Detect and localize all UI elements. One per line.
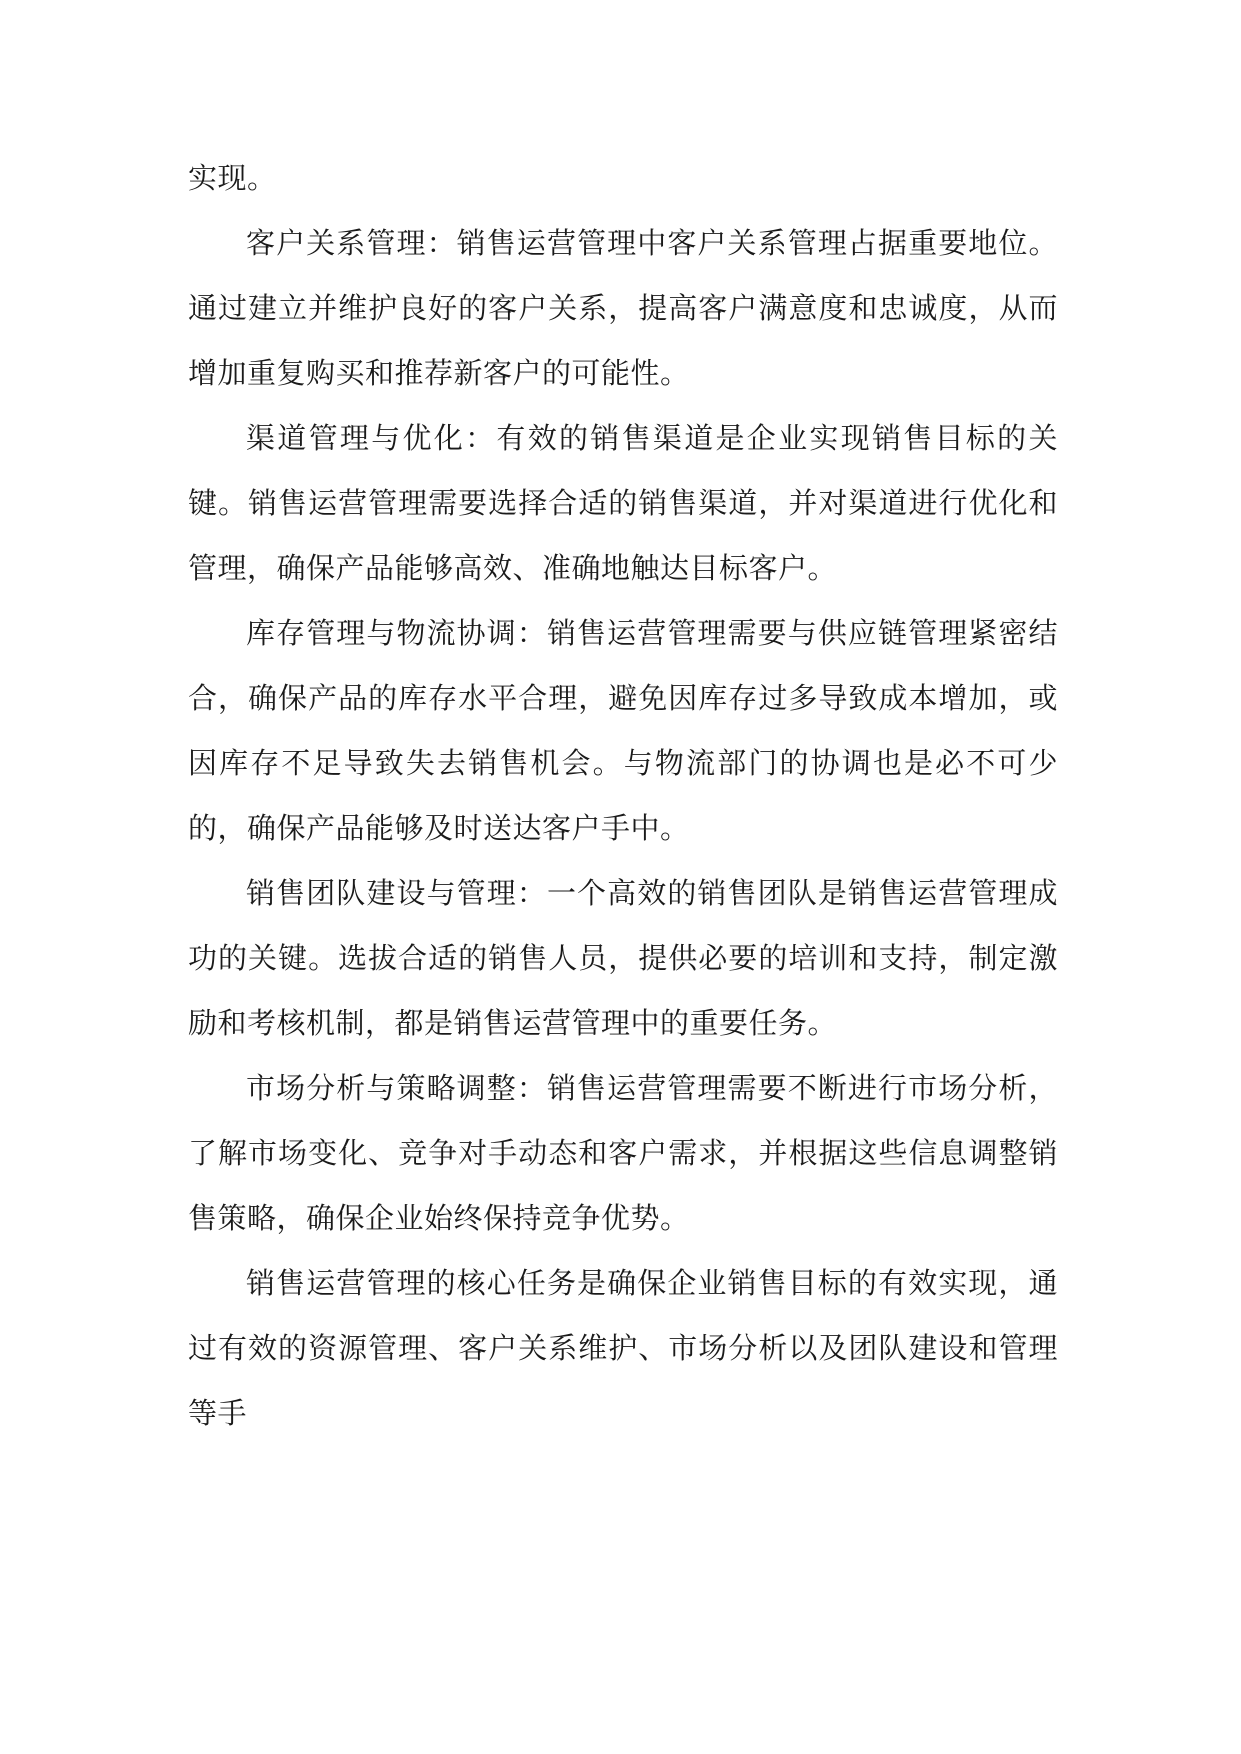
document-body bbox=[188, 146, 1058, 1446]
paragraph-inventory-logistics: 库存管理与物流协调：销售运营管理需要与供应链管理紧密结合，确保产品的库存水平合理，避免因库存过多导致成本增加，或因库存不足导致失去销售机会。与物流部门的协调也是必不可少的，确保产品能够及时送达客户手中。 bbox=[188, 616, 1058, 845]
paragraph-customer-relationship: 客户关系管理：销售运营管理中客户关系管理占据重要地位。通过建立并维护良好的客户关系，提高客户满意度和忠诚度，从而增加重复购买和推荐新客户的可能性。 bbox=[188, 226, 1058, 390]
paragraph-sales-team: 销售团队建设与管理：一个高效的销售团队是销售运营管理成功的关键。选拔合适的销售人员，提供必要的培训和支持，制定激励和考核机制，都是销售运营管理中的重要任务。 bbox=[188, 876, 1058, 1040]
paragraph-continuation: 实现。 bbox=[188, 161, 277, 195]
paragraph-channel-management: 渠道管理与优化：有效的销售渠道是企业实现销售目标的关键。销售运营管理需要选择合适的销售渠道，并对渠道进行优化和管理，确保产品能够高效、准确地触达目标客户。 bbox=[188, 421, 1058, 585]
paragraph-core-task: 销售运营管理的核心任务是确保企业销售目标的有效实现，通过有效的资源管理、客户关系维护、市场分析以及团队建设和管理等手 bbox=[188, 1266, 1058, 1430]
paragraph-market-analysis: 市场分析与策略调整：销售运营管理需要不断进行市场分析，了解市场变化、竞争对手动态和客户需求，并根据这些信息调整销售策略，确保企业始终保持竞争优势。 bbox=[188, 1071, 1058, 1235]
